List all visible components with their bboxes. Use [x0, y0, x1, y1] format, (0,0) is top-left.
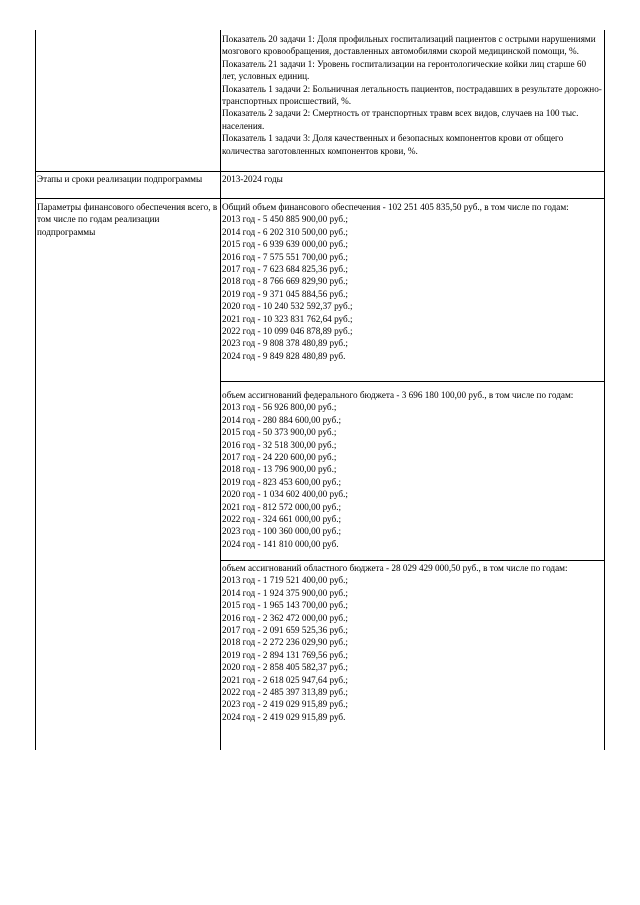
finance-federal-heading: объем ассигнований федерального бюджета - 3 696 180 100,00 руб., в том числе по годам: — [222, 390, 574, 400]
finance-label-text: Параметры финансового обеспечения всего, в том числе по годам реализации подпрограммы — [37, 202, 218, 237]
finance-regional-block — [222, 562, 602, 723]
year-line: 2022 год - 324 661 000,00 руб.; — [222, 514, 342, 525]
indicator-text: Показатель 1 задачи 3: Доля качественных и безопасных компонентов крови от общего количества заготовленных компонентов крови, %. — [222, 133, 564, 156]
year-line: 2020 год - 10 240 532 592,37 руб.; — [222, 301, 353, 312]
year-line: 2018 год - 2 272 236 029,90 руб.; — [222, 637, 348, 648]
year-line: 2013 год - 5 450 885 900,00 руб.; — [222, 214, 348, 225]
year-line: 2022 год - 10 099 046 878,89 руб.; — [222, 326, 353, 337]
year-line: 2021 год - 10 323 831 762,64 руб.; — [222, 313, 353, 324]
year-line: 2017 год - 7 623 684 825,36 руб.; — [222, 264, 348, 275]
year-line: 2021 год - 2 618 025 947,64 руб.; — [222, 674, 348, 685]
row-divider-indicators — [35, 171, 604, 172]
year-line: 2014 год - 280 884 600,00 руб.; — [222, 414, 342, 425]
subrow-divider-regional — [220, 560, 604, 561]
indicator-text: Показатель 21 задачи 1: Уровень госпитализации на геронтологические койки лиц старше 60 лет, условных единиц. — [222, 58, 587, 82]
year-line: 2016 год - 32 518 300,00 руб.; — [222, 439, 337, 450]
finance-total-heading: Общий объем финансового обеспечения - 102 251 405 835,50 руб., в том числе по годам: — [222, 202, 569, 212]
table-border-left — [35, 30, 36, 750]
year-line: 2021 год - 812 572 000,00 руб.; — [222, 501, 342, 512]
year-line: 2023 год - 100 360 000,00 руб.; — [222, 526, 342, 537]
indicator-text: Показатель 1 задачи 2: Больничная летальность пациентов, пострадавших в результате дорожно-транспортных происшествий, %. — [222, 83, 602, 107]
year-line: 2016 год - 2 362 472 000,00 руб.; — [222, 612, 348, 623]
indicator-text: Показатель 2 задачи 2: Смертность от транспортных травм всех видов, случаев на 100 тыс. населения. — [222, 108, 579, 131]
year-line: 2016 год - 7 575 551 700,00 руб.; — [222, 251, 348, 262]
year-line: 2018 год - 8 766 669 829,90 руб.; — [222, 276, 348, 287]
year-line: 2013 год - 56 926 800,00 руб.; — [222, 402, 337, 413]
year-line: 2015 год - 50 373 900,00 руб.; — [222, 427, 337, 438]
finance-regional-heading: объем ассигнований областного бюджета - 28 029 429 000,50 руб., в том числе по годам: — [222, 563, 568, 573]
year-line: 2019 год - 823 453 600,00 руб.; — [222, 476, 342, 487]
year-line: 2015 год - 6 939 639 000,00 руб.; — [222, 239, 348, 250]
year-line: 2014 год - 1 924 375 900,00 руб.; — [222, 587, 348, 598]
stages-label-text: Этапы и сроки реализации подпрограммы — [37, 174, 203, 184]
year-line: 2023 год - 9 808 378 480,89 руб.; — [222, 338, 348, 349]
row-divider-stages — [35, 198, 604, 199]
year-line: 2024 год - 9 849 828 480,89 руб. — [222, 350, 346, 361]
indicators-cell — [222, 33, 602, 157]
year-line: 2022 год - 2 485 397 313,89 руб.; — [222, 687, 348, 698]
year-line: 2023 год - 2 419 029 915,89 руб.; — [222, 699, 348, 710]
year-line: 2013 год - 1 719 521 400,00 руб.; — [222, 575, 348, 586]
stages-value-text: 2013-2024 годы — [222, 174, 283, 184]
finance-label — [37, 201, 219, 238]
year-line: 2020 год - 1 034 602 400,00 руб.; — [222, 489, 348, 500]
subrow-divider-federal — [220, 381, 604, 382]
table-border-right — [604, 30, 605, 750]
year-line: 2024 год - 141 810 000,00 руб. — [222, 538, 339, 549]
stages-label — [37, 173, 217, 185]
year-line: 2017 год - 2 091 659 525,36 руб.; — [222, 625, 348, 636]
year-line: 2018 год - 13 796 900,00 руб.; — [222, 464, 337, 475]
indicator-text: Показатель 20 задачи 1: Доля профильных госпитализаций пациентов с острыми нарушениями мозгового кровообращения, доставленных автомобилями скорой медицинской помощи, %. — [222, 34, 596, 57]
finance-federal-block — [222, 389, 602, 550]
finance-total-block — [222, 201, 602, 362]
year-line: 2017 год - 24 220 600,00 руб.; — [222, 452, 337, 463]
year-line: 2019 год - 9 371 045 884,56 руб.; — [222, 288, 348, 299]
year-line: 2014 год - 6 202 310 500,00 руб.; — [222, 226, 348, 237]
year-line: 2024 год - 2 419 029 915,89 руб. — [222, 711, 346, 722]
year-line: 2019 год - 2 894 131 769,56 руб.; — [222, 649, 348, 660]
year-line: 2015 год - 1 965 143 700,00 руб.; — [222, 600, 348, 611]
stages-value — [222, 173, 602, 185]
table-column-divider — [220, 30, 221, 750]
year-line: 2020 год - 2 858 405 582,37 руб.; — [222, 662, 348, 673]
